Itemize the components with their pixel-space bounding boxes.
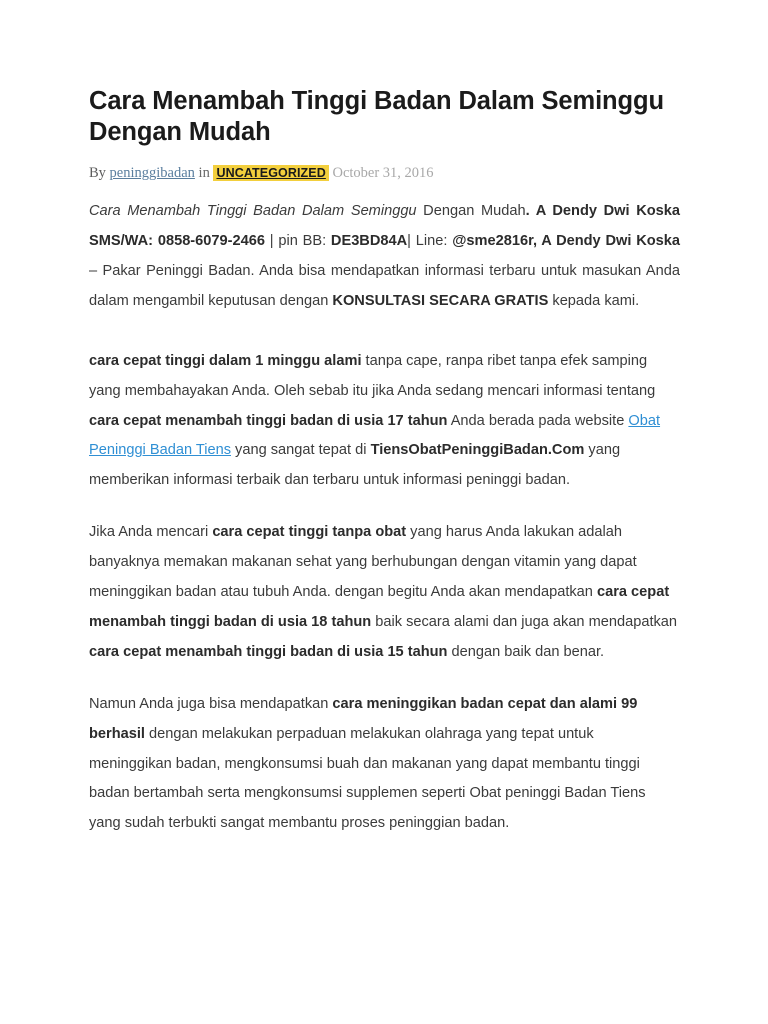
p3-text-4: dengan baik dan benar.: [447, 643, 605, 660]
byline: [89, 164, 680, 183]
intro-text-5: – Pakar Peninggi Badan. Anda bisa mendapatkan informasi terbaru untuk masukan Anda dalam mengambil keputusan dengan: [89, 262, 680, 309]
byline-in-label: in: [198, 165, 210, 182]
p4-text-2: dengan melakukan perpaduan melakukan olahraga yang tepat untuk meninggikan badan, mengkonsumsi buah dan makanan yang dapat membantu tinggi badan bertambah serta mengkonsumsi supplemen seperti Obat peninggi Badan Tiens yang sudah terbukti sangat membantu proses peninggian badan.: [89, 725, 646, 832]
p3-bold-2: cara cepat menambah tinggi badan di usia 18 tahun: [89, 584, 670, 630]
p3-bold-1: cara cepat tinggi tanpa obat: [212, 524, 407, 541]
paragraph-three: [89, 518, 680, 668]
paragraph-intro: [89, 197, 680, 317]
intro-text-3: | pin BB:: [264, 232, 331, 249]
p2-text-1: tanpa cape, ranpa ribet tanpa efek samping yang membahayakan Anda. Oleh sebab itu jika Anda sedang mencari informasi tentang: [89, 352, 656, 399]
p3-text-1: Jika Anda mencari: [89, 524, 213, 541]
p2-text-2: Anda berada pada website: [447, 412, 629, 429]
p2-bold-1: cara cepat tinggi dalam 1 minggu alami: [89, 352, 362, 369]
page-title: Cara Menambah Tinggi Badan Dalam Seminggu Dengan Mudah: [89, 87, 664, 147]
p3-bold-3: cara cepat menambah tinggi badan di usia 15 tahun: [89, 643, 448, 660]
byline-by-label: By: [89, 165, 106, 182]
intro-text-6: kepada kami.: [548, 292, 640, 309]
intro-italic-lead: Cara Menambah Tinggi Badan Dalam Seminggu: [89, 203, 417, 220]
paragraph-two: [89, 347, 680, 497]
paragraph-four: [89, 690, 680, 840]
p2-website-name: TiensObatPeninggiBadan.Com: [370, 442, 585, 459]
author-link[interactable]: peninggibadan: [109, 165, 195, 182]
p2-bold-2: cara cepat menambah tinggi badan di usia 17 tahun: [89, 412, 448, 429]
p2-text-4: yang memberikan informasi terbaik dan terbaru untuk informasi peninggi badan.: [89, 442, 621, 489]
intro-bold-1: . A Dendy Dwi Koska SMS/WA:: [89, 203, 680, 249]
p4-text-1: Namun Anda juga bisa mendapatkan: [89, 695, 333, 712]
p2-text-3: yang sangat tepat di: [231, 442, 371, 459]
p3-text-3: baik secara alami dan juga akan mendapatkan: [371, 613, 678, 630]
p3-text-2: yang harus Anda lakukan adalah banyaknya memakan makanan sehat yang berhubungan dengan vitamin yang dapat meninggikan badan atau tubuh Anda. dengan begitu Anda akan mendapatkan: [89, 524, 637, 601]
intro-phone-number: 0858-6079-2466: [157, 232, 265, 249]
intro-consultation-highlight: KONSULTASI SECARA GRATIS: [332, 292, 549, 309]
intro-text-1: Dengan Mudah: [416, 203, 526, 220]
intro-line-id: @sme2816r, A Dendy Dwi Koska: [452, 232, 681, 249]
intro-text-4: | Line:: [407, 232, 453, 249]
p4-bold-1: cara meninggikan badan cepat dan alami 99 berhasil: [89, 695, 638, 742]
category-badge[interactable]: UNCATEGORIZED: [213, 165, 328, 181]
post-date: October 31, 2016: [332, 165, 434, 182]
intro-bb-pin: DE3BD84A: [330, 232, 408, 249]
obat-peninggi-badan-tiens-link[interactable]: Obat Peninggi Badan Tiens: [89, 412, 661, 459]
